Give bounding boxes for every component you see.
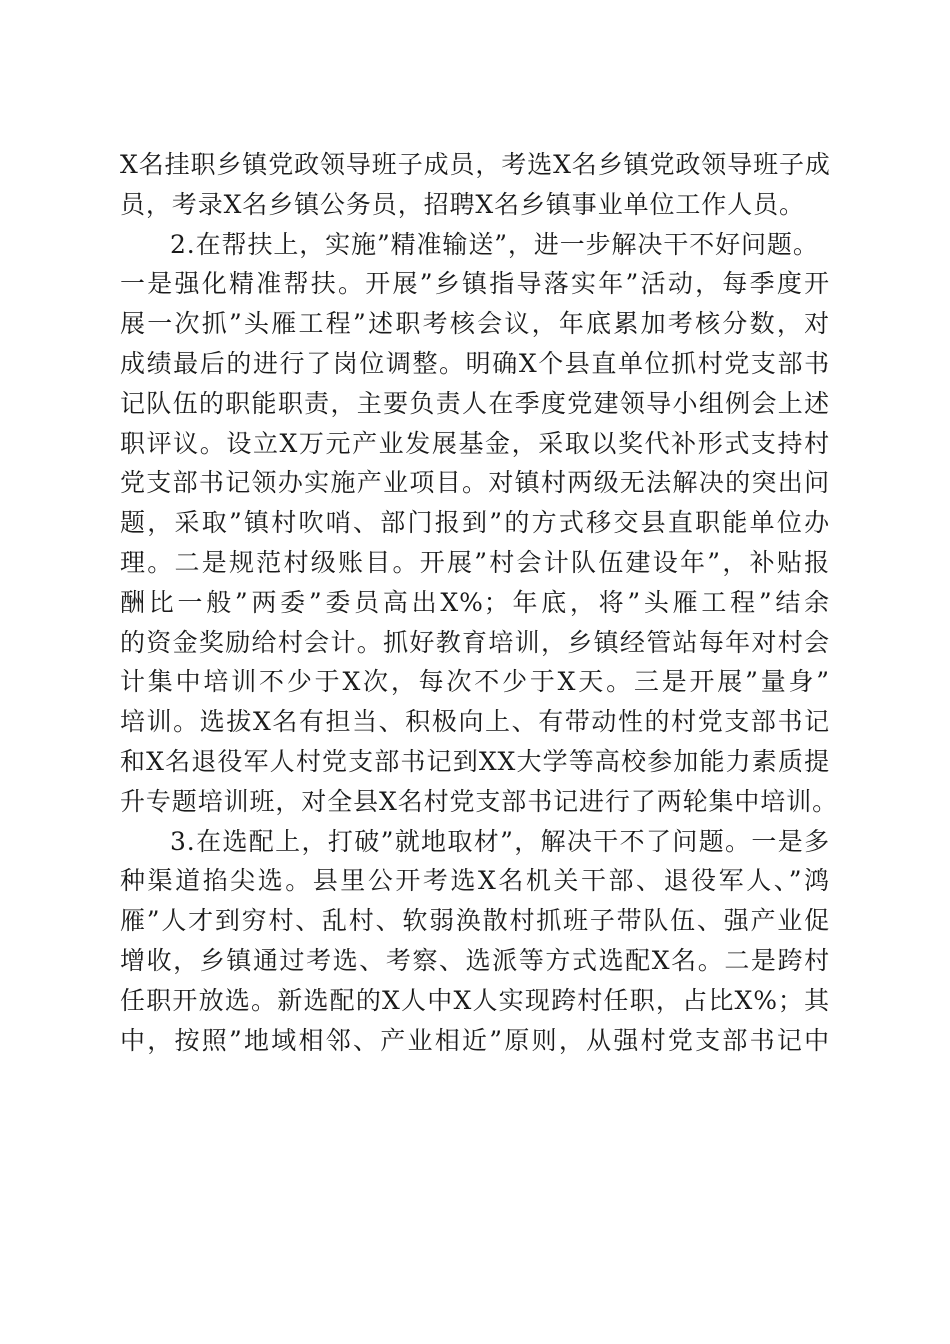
- text-line: 员，考录X名乡镇公务员，招聘X名乡镇事业单位工作人员。: [120, 189, 805, 219]
- text-line: 职评议。设立X万元产业发展基金，采取以奖代补形式支持村: [120, 428, 830, 458]
- paragraph-heading-3: 3.在选配上，打破”就地取材”，解决干不了问题。一是多: [170, 826, 830, 856]
- text-line: 展一次抓”头雁工程”述职考核会议，年底累加考核分数，对: [120, 309, 830, 339]
- body-text: [120, 145, 839, 1060]
- text-line: 升专题培训班，对全县X名村党支部书记进行了两轮集中培训。: [120, 786, 839, 816]
- text-line: 题，采取”镇村吹哨、部门报到”的方式移交县直职能单位办: [120, 508, 830, 538]
- text-line: 党支部书记领办实施产业项目。对镇村两级无法解决的突出问: [120, 468, 830, 498]
- paragraph-heading-2: 2.在帮扶上，实施”精准输送”，进一步解决干不好问题。: [170, 229, 819, 259]
- text-line: 一是强化精准帮扶。开展”乡镇指导落实年”活动，每季度开: [120, 269, 830, 299]
- text-line: 任职开放选。新选配的X人中X人实现跨村任职，占比X%；其: [120, 985, 830, 1015]
- text-line: 酬比一般”两委”委员高出X%；年底，将”头雁工程”结余: [120, 587, 830, 617]
- text-line: 增收，乡镇通过考选、考察、选派等方式选配X名。二是跨村: [120, 945, 830, 975]
- text-line: 的资金奖励给村会计。抓好教育培训，乡镇经管站每年对村会: [120, 627, 830, 657]
- text-line: 种渠道掐尖选。县里公开考选X名机关干部、退役军人、”鸿: [120, 866, 830, 896]
- text-line: 记队伍的职能职责，主要负责人在季度党建领导小组例会上述: [120, 388, 830, 418]
- text-line: 和X名退役军人村党支部书记到XX大学等高校参加能力素质提: [120, 746, 830, 776]
- text-line: 计集中培训不少于X次，每次不少于X天。三是开展”量身”: [120, 667, 830, 697]
- text-line: 理。二是规范村级账目。开展”村会计队伍建设年”，补贴报: [120, 547, 830, 577]
- text-line: 雁”人才到穷村、乱村、软弱涣散村抓班子带队伍、强产业促: [120, 906, 830, 936]
- text-line: X名挂职乡镇党政领导班子成员，考选X名乡镇党政领导班子成: [120, 150, 831, 179]
- text-line: 中，按照”地域相邻、产业相近”原则，从强村党支部书记中: [120, 1025, 830, 1055]
- text-line: 成绩最后的进行了岗位调整。明确X个县直单位抓村党支部书: [120, 348, 830, 378]
- text-line: 培训。选拔X名有担当、积极向上、有带动性的村党支部书记: [120, 707, 830, 737]
